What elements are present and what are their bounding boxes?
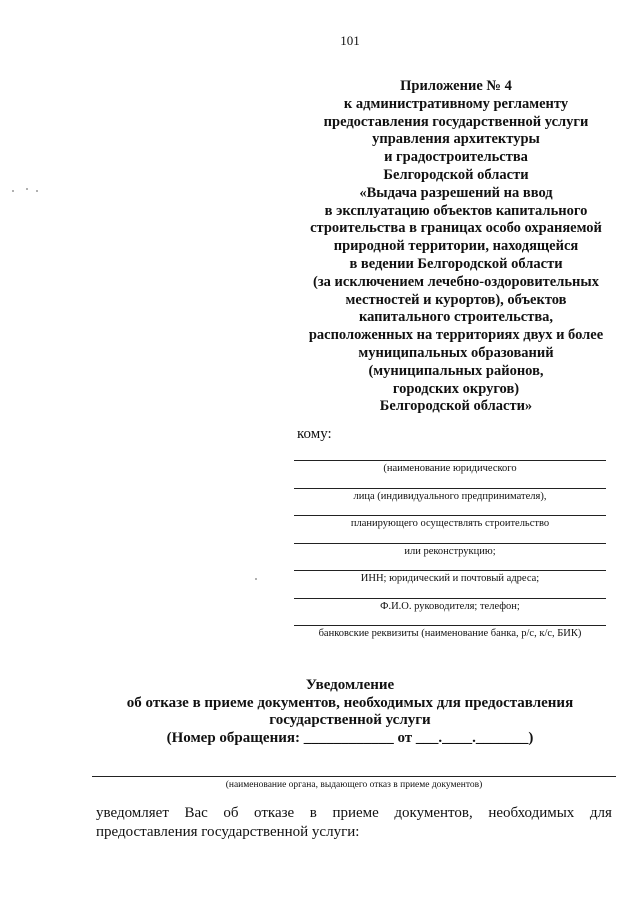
- body-line: предоставления государственной услуги:: [96, 824, 360, 840]
- appendix-line: предоставления государственной услуги: [323, 113, 589, 130]
- recipient-field: [294, 460, 606, 488]
- notice-subtitle: об отказе в приеме документов, необходимых для предоставления: [126, 694, 574, 711]
- body-word: документов,: [394, 805, 473, 821]
- recipient-field: [294, 543, 606, 571]
- body-word: об: [223, 805, 239, 821]
- recipient-field: [294, 625, 606, 653]
- field-hint: Ф.И.О. руководителя; телефон;: [380, 600, 520, 612]
- appendix-header: [296, 78, 616, 416]
- scan-speck: [26, 188, 28, 190]
- recipient-label: кому:: [297, 426, 332, 442]
- notice-title: Уведомление: [305, 677, 395, 693]
- appendix-line: (муниципальных районов,: [368, 362, 544, 379]
- appendix-line: муниципальных образований: [358, 344, 554, 361]
- body-word: необходимых: [488, 805, 575, 821]
- body-word: для: [589, 805, 612, 821]
- appendix-line: расположенных на территориях двух и более: [308, 327, 604, 344]
- appendix-line: капитального строительства,: [358, 309, 554, 326]
- scan-speck: [36, 190, 38, 192]
- appendix-line: к административному регламенту: [343, 95, 569, 112]
- field-hint: ИНН; юридический и почтовый адреса;: [360, 573, 540, 584]
- body-word: в: [309, 805, 317, 821]
- organ-name-field: [92, 776, 616, 790]
- notice-subtitle: государственной услуги: [269, 712, 431, 728]
- body-word: отказе: [254, 805, 295, 821]
- field-hint: или реконструкцию;: [404, 545, 496, 557]
- recipient-field: [294, 515, 606, 543]
- request-number-line: (Номер обращения: ____________ от ___.____._______): [166, 729, 534, 746]
- field-hint: (наименование юридического: [383, 463, 517, 474]
- body-word: уведомляет: [96, 805, 169, 821]
- body-word: Вас: [184, 805, 208, 821]
- appendix-line: строительства в границах особо охраняемой: [310, 220, 602, 237]
- field-hint: планирующего осуществлять строительство: [350, 518, 550, 529]
- body-paragraph: [96, 804, 612, 842]
- appendix-title: Приложение № 4: [400, 78, 512, 94]
- appendix-line: Белгородской области: [383, 166, 529, 183]
- recipient-field: [294, 570, 606, 598]
- appendix-line: (за исключением лечебно-оздоровительных: [313, 273, 599, 290]
- appendix-line: управления архитектуры: [372, 131, 540, 148]
- scan-speck: [12, 190, 14, 192]
- field-hint: банковские реквизиты (наименование банка, р/с, к/с, БИК): [318, 628, 582, 639]
- appendix-line: городских округов): [392, 380, 520, 397]
- recipient-block: [294, 460, 606, 653]
- field-hint: лица (индивидуального предпринимателя),: [353, 490, 547, 502]
- recipient-field: [294, 488, 606, 516]
- body-word: приеме: [332, 805, 379, 821]
- appendix-line: и градостроительства: [384, 149, 528, 166]
- scan-speck: [255, 578, 257, 580]
- appendix-line: в эксплуатацию объектов капитального: [324, 202, 588, 219]
- appendix-line: в ведении Белгородской области: [349, 255, 563, 272]
- recipient-field: [294, 598, 606, 626]
- appendix-line: Белгородской области»: [379, 398, 533, 415]
- appendix-line: «Выдача разрешений на ввод: [359, 184, 553, 201]
- appendix-line: местностей и курортов), объектов: [345, 291, 567, 308]
- field-hint: (наименование органа, выдающего отказ в приеме документов): [225, 780, 483, 790]
- page-number: 101: [340, 33, 360, 48]
- notice-header: [0, 677, 640, 747]
- appendix-line: природной территории, находящейся: [333, 238, 579, 255]
- body-line: [96, 804, 612, 823]
